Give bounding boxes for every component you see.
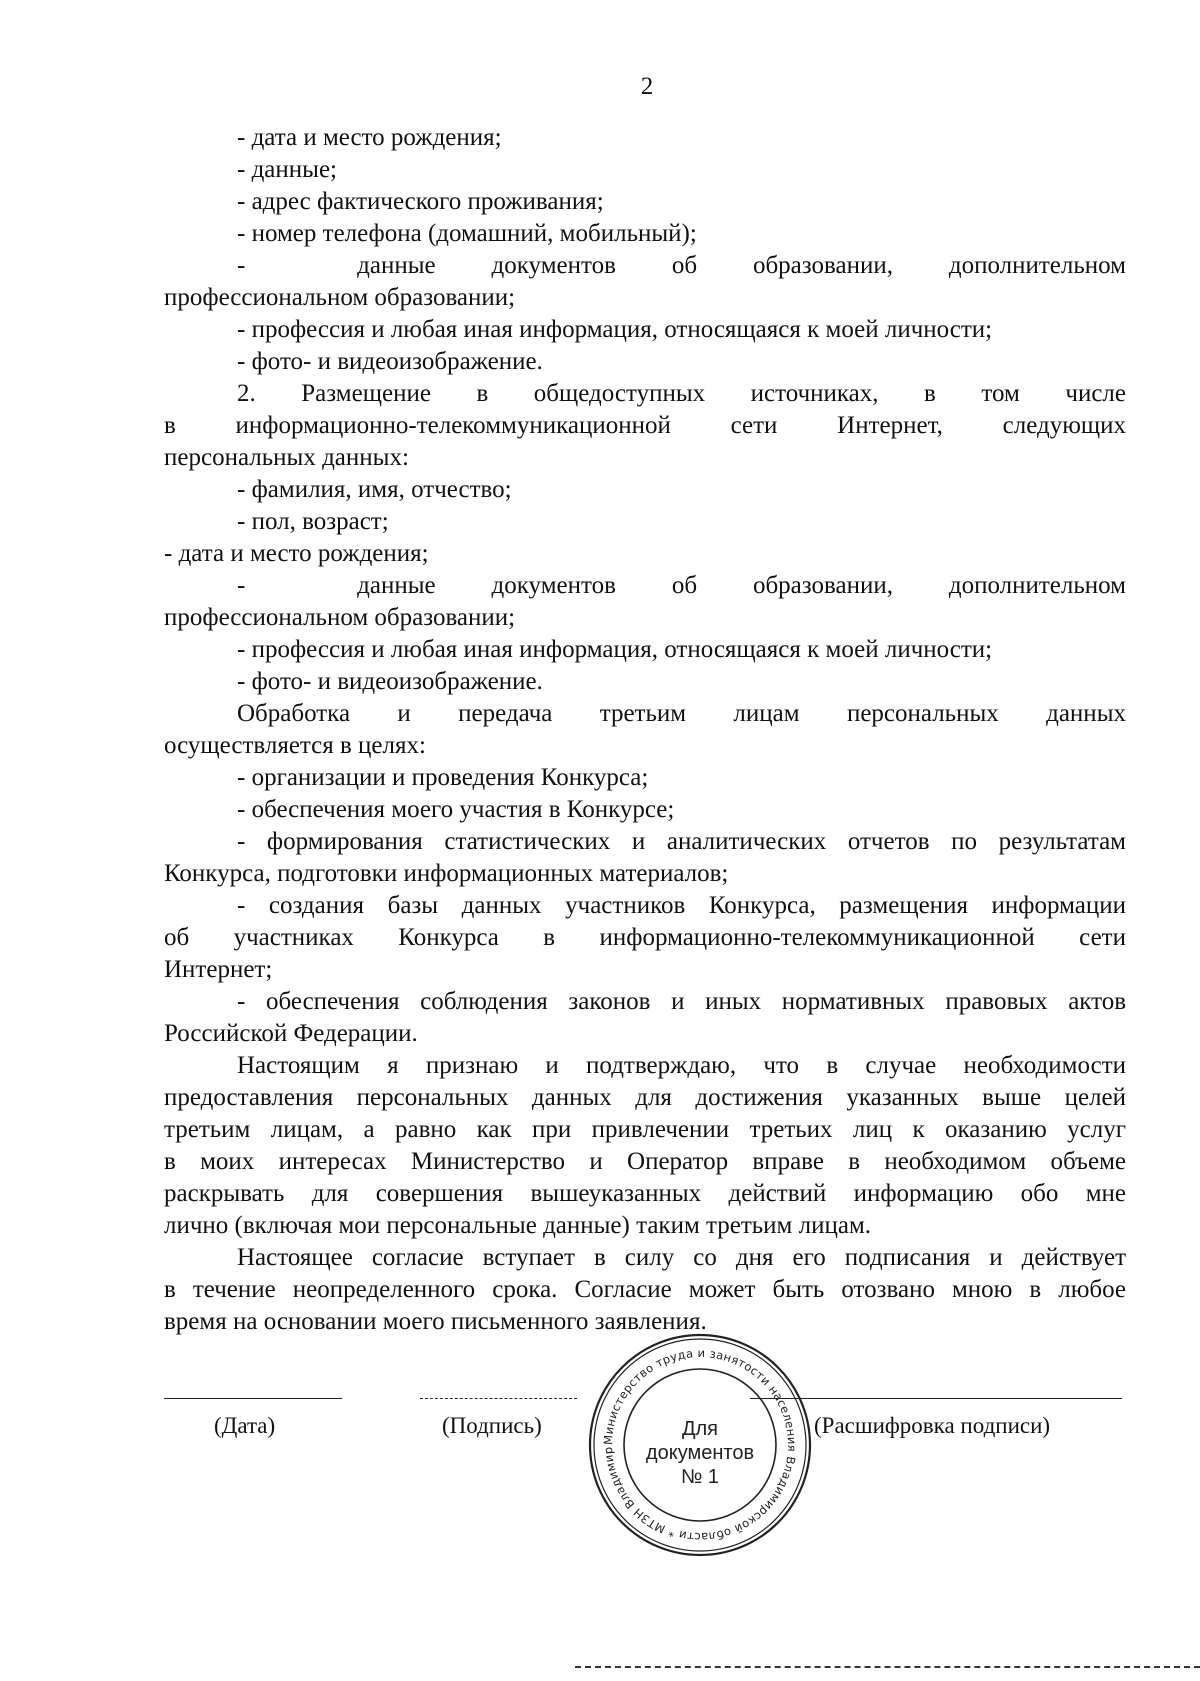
text-line: профессиональном образовании; [164,284,516,311]
official-stamp [585,1330,815,1560]
paragraph-line: в моих интересах Министерство и Оператор вправе в необходимом объеме [164,1148,1126,1175]
list-item: - данные; [237,156,337,183]
date-line [164,1398,342,1399]
list-item: - обеспечения моего участия в Конкурсе; [237,796,675,823]
list-item: - дата и место рождения; [237,124,502,151]
paragraph-line: персональных данных: [164,444,409,471]
list-item: - фамилия, имя, отчество; [237,476,512,503]
list-item: - профессия и любая иная информация, относящаяся к моей личности; [237,316,993,343]
list-item: - создания базы данных участников Конкурса, размещения информации [237,892,1126,919]
document-body [164,122,1126,1338]
paragraph-line: Обработка и передача третьим лицам персональных данных [237,700,1126,727]
paragraph-line: лично (включая мои персональные данные) таким третьим лицам. [164,1212,872,1239]
paragraph-line: в информационно-телекоммуникационной сети Интернет, следующих [164,412,1126,439]
bottom-scan-line [575,1666,1200,1668]
list-item: - данные документов об образовании, дополнительном [237,572,1126,599]
stamp-line-1: Для [681,1418,719,1440]
date-label: (Дата) [214,1413,276,1438]
text-line: Российской Федерации. [164,1020,418,1047]
text-line: Интернет; [164,956,273,983]
paragraph-line: 2. Размещение в общедоступных источниках, в том числе [237,380,1126,407]
list-item: - организации и проведения Конкурса; [237,764,649,791]
text-line: об участниках Конкурса в информационно-телекоммуникационной сети [164,924,1126,951]
list-item: - фото- и видеоизображение. [237,668,543,695]
paragraph-line: время на основании моего письменного заявления. [164,1308,707,1335]
text-line: профессиональном образовании; [164,604,516,631]
list-item: - адрес фактического проживания; [237,188,604,215]
stamp-center-text [585,1330,815,1560]
paragraph-line: раскрывать для совершения вышеуказанных действий информацию обо мне [164,1180,1126,1207]
paragraph-line: Настоящее согласие вступает в силу со дня его подписания и действует [237,1244,1126,1271]
paragraph-line: Настоящим я признаю и подтверждаю, что в случае необходимости [237,1052,1126,1079]
list-item: - пол, возраст; [237,508,389,535]
list-item: - фото- и видеоизображение. [237,348,543,375]
signature-line [420,1398,577,1399]
page-number: 2 [640,73,654,100]
stamp-line-2: документов [645,1442,755,1464]
signature-label: (Подпись) [442,1413,542,1438]
stamp-line-3: № 1 [680,1466,720,1488]
list-item: - профессия и любая иная информация, относящаяся к моей личности; [237,636,993,663]
paragraph-line: в течение неопределенного срока. Согласие может быть отозвано мною в любое [164,1276,1126,1303]
text-line: Конкурса, подготовки информационных материалов; [164,860,729,887]
list-item: - данные документов об образовании, дополнительном [237,252,1126,279]
list-item: - дата и место рождения; [164,540,429,567]
decode-label: (Расшифровка подписи) [814,1413,1051,1438]
paragraph-line: предоставления персональных данных для достижения указанных выше целей [164,1084,1126,1111]
stamp-ring-text: Министерство труда и занятости населения Владимирской области * МТЗН Владимир [600,1345,800,1545]
list-item: - формирования статистических и аналитических отчетов по результатам [237,828,1126,855]
paragraph-line: третьим лицам, а равно как при привлечении третьих лиц к оказанию услуг [164,1116,1126,1143]
paragraph-line: осуществляется в целях: [164,732,426,759]
list-item: - обеспечения соблюдения законов и иных нормативных правовых актов [237,988,1126,1015]
list-item: - номер телефона (домашний, мобильный); [237,220,697,247]
